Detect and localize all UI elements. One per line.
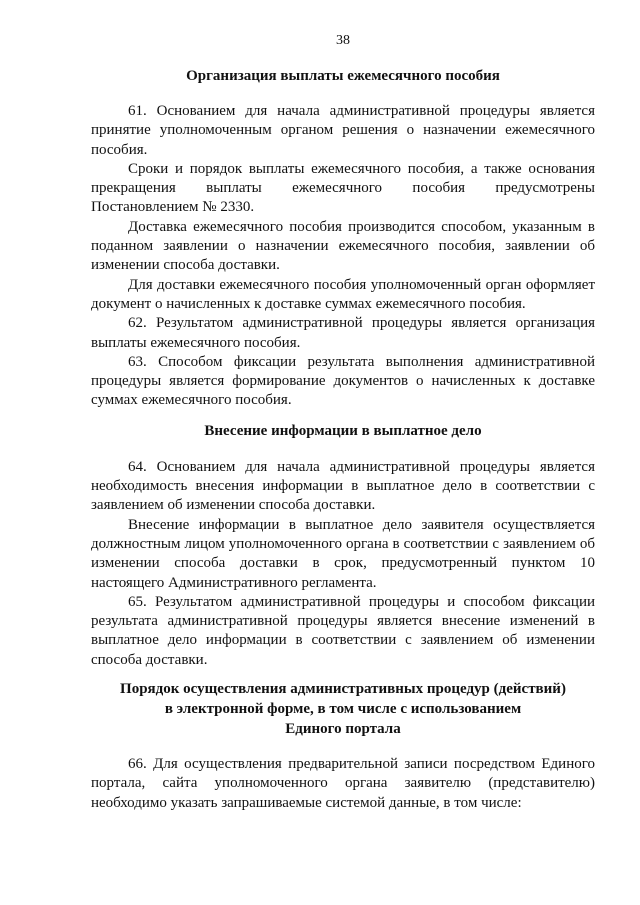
heading-line: Организация выплаты ежемесячного пособия	[186, 68, 500, 84]
paragraph-64: 64. Основанием для начала административной процедуры является необходимость внесения информации в выплатное дело в соответствии с заявлением об изменении способа доставки.	[91, 458, 595, 514]
document-page	[91, 32, 595, 813]
paragraph-delivery-document: Для доставки ежемесячного пособия уполномоченный орган оформляет документ о начисленных к доставке суммах ежемесячного пособия.	[91, 276, 595, 312]
paragraph-info-entry: Внесение информации в выплатное дело заявителя осуществляется должностным лицом уполномоченного органа в соответствии с заявлением об изменении способа доставки в срок, предусмотренный пунктом 10 настоящего Административного регламента.	[91, 516, 595, 591]
paragraph-61: 61. Основанием для начала административной процедуры является принятие уполномоченным органом решения о назначении ежемесячного пособия.	[91, 103, 595, 158]
heading-line: Внесение информации в выплатное дело	[204, 422, 482, 439]
section-heading-monthly-payment	[91, 66, 595, 86]
paragraph-62: 62. Результатом административной процедуры является организация выплаты ежемесячного пособия.	[91, 315, 595, 351]
heading-line: Порядок осуществления административных процедур (действий)	[120, 681, 566, 698]
heading-line: Единого портала	[285, 721, 401, 738]
section-heading-electronic-procedures	[91, 679, 595, 739]
section-heading-payment-file	[91, 421, 595, 441]
paragraph-payment-terms: Сроки и порядок выплаты ежемесячного пособия, а также основания прекращения выплаты ежемесячного пособия предусмотрены Постановлением № 2330.	[91, 160, 595, 216]
paragraph-65: 65. Результатом административной процедуры и способом фиксации результата административной процедуры является внесение изменений в выплатное дело информации в соответствии с заявлением об изменении способа доставки.	[91, 593, 595, 668]
heading-line: в электронной форме, в том числе с использованием	[164, 701, 522, 718]
paragraph-66: 66. Для осуществления предварительной записи посредством Единого портала, сайта уполномоченного органа заявителю (представителю) необходимо указать запрашиваемые системой данные, в том числе:	[91, 756, 595, 811]
paragraph-delivery-method: Доставка ежемесячного пособия производится способом, указанным в поданном заявлении о назначении ежемесячного пособия, заявлении об изменении способа доставки.	[91, 218, 595, 274]
paragraph-63: 63. Способом фиксации результата выполнения административной процедуры является формирование документов о начисленных к доставке суммах ежемесячного пособия.	[91, 353, 595, 409]
page-number: 38	[336, 33, 350, 48]
